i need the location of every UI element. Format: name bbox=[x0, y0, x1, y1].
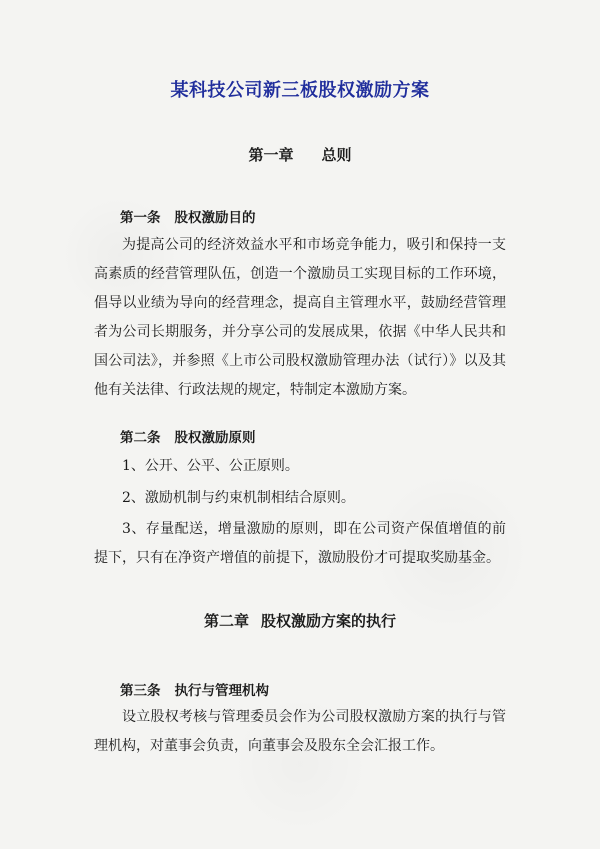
article-3-number: 第三条 bbox=[120, 683, 161, 699]
article-1-body: 为提高公司的经济效益水平和市场竞争能力，吸引和保持一支高素质的经营管理队伍，创造一个激励员工实现目标的工作环境，倡导以业绩为导向的经营理念，提高自主管理水平，鼓励经营管理者为公司长期服务，并分享公司的发展成果，依据《中华人民共和国公司法》，并参照《上市公司股权激励管理办法（试行）》以及其他有关法律、行政法规的规定，特制定本激励方案。 bbox=[94, 237, 506, 398]
article-2-heading bbox=[120, 426, 256, 446]
article-2-title: 股权激励原则 bbox=[174, 430, 256, 446]
article-3-title: 执行与管理机构 bbox=[174, 683, 269, 699]
article-2-item-2: 2、激励机制与约束机制相结合原则。 bbox=[122, 490, 355, 506]
chapter-1-name: 总则 bbox=[321, 146, 352, 164]
chapter-2-number: 第二章 bbox=[203, 612, 249, 630]
chapter-2-name: 股权激励方案的执行 bbox=[261, 612, 397, 630]
article-2-number: 第二条 bbox=[120, 430, 161, 446]
article-1-number: 第一条 bbox=[120, 210, 161, 226]
article-2-item-3: 3、存量配送，增量激励的原则，即在公司资产保值增值的前提下，只有在净资产增值的前提下，激励股份才可提取奖励基金。 bbox=[94, 521, 506, 566]
article-3-body: 设立股权考核与管理委员会作为公司股权激励方案的执行与管理机构，对董事会负责，向董事会及股东全会汇报工作。 bbox=[94, 709, 506, 754]
article-3-heading bbox=[120, 679, 269, 699]
document-title: 某科技公司新三板股权激励方案 bbox=[170, 80, 430, 101]
article-2-item-1: 1、公开、公平、公正原则。 bbox=[122, 458, 299, 474]
chapter-2-heading bbox=[0, 610, 600, 631]
chapter-1-heading bbox=[0, 144, 600, 165]
chapter-1-number: 第一章 bbox=[248, 146, 294, 164]
article-1-heading bbox=[120, 206, 256, 226]
article-1-title: 股权激励目的 bbox=[174, 210, 256, 226]
